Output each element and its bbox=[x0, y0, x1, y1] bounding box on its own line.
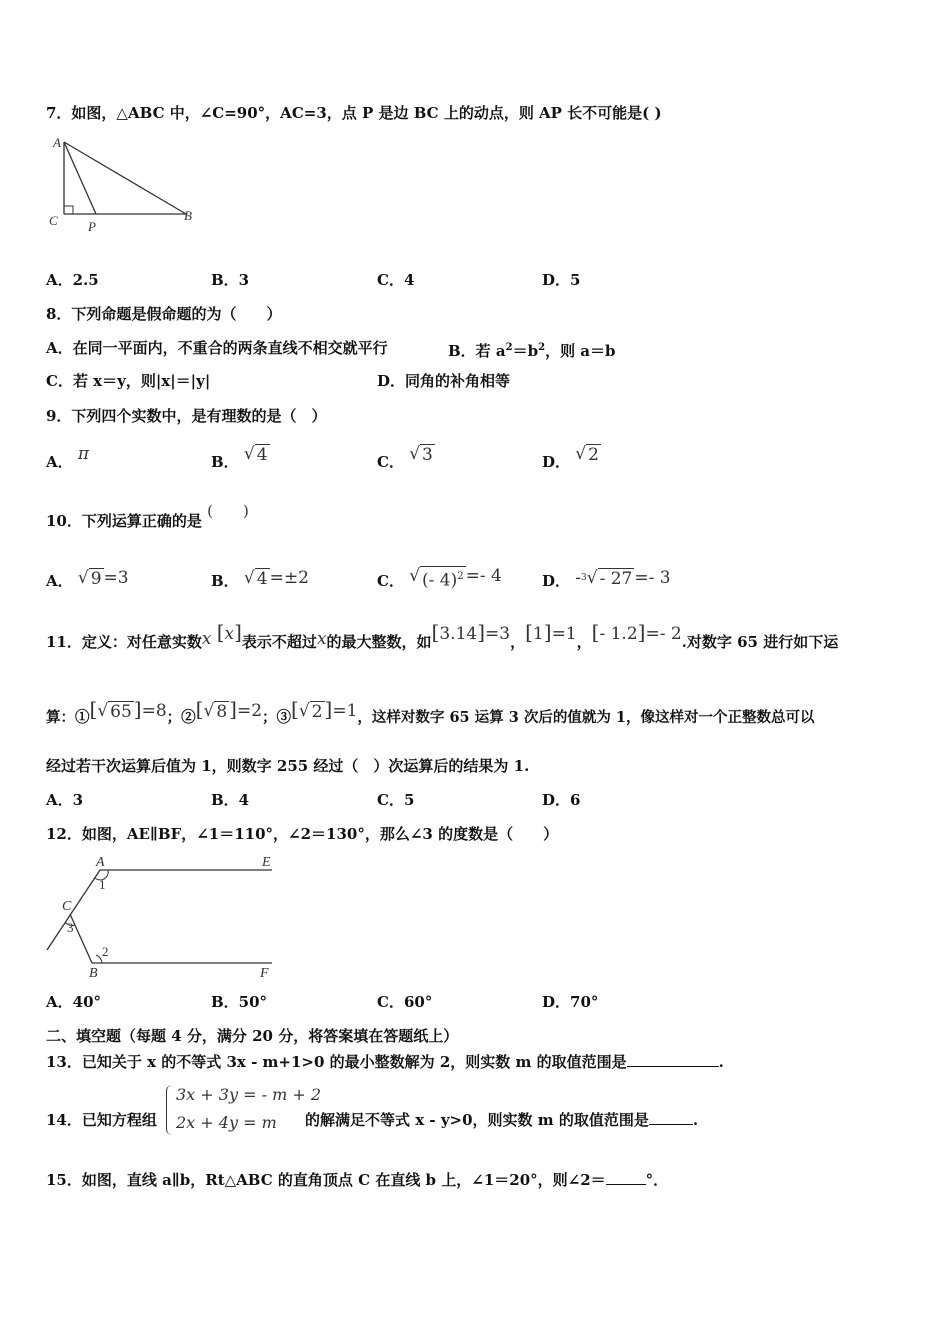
floor-right-bracket: ] bbox=[543, 620, 552, 644]
q11-l1-a: 11．定义：对任意实数 bbox=[46, 633, 202, 651]
floor-right-bracket: ] bbox=[324, 697, 333, 721]
q11-comma-2: ， bbox=[576, 633, 592, 651]
q11-option-b[interactable]: B．4 bbox=[211, 791, 250, 809]
q9-stem: 9．下列四个实数中，是有理数的是（ ） bbox=[46, 407, 327, 425]
floor-result: =3 bbox=[485, 624, 511, 644]
result: =3 bbox=[103, 568, 129, 588]
q9-option-b-label: B． bbox=[211, 453, 239, 471]
q7-triangle-figure bbox=[44, 132, 204, 237]
q7-stem: 7．如图，△ABC 中，∠C=90°，AC=3，点 P 是边 BC 上的动点，则 AP 长不可能是( ) bbox=[46, 104, 662, 122]
q11-line-3: 经过若干次运算后值为 1，则数字 255 经过（ ）次运算后的结果为 1. bbox=[46, 757, 530, 775]
q11-example-1 bbox=[431, 620, 511, 644]
radical-sign: √ bbox=[97, 701, 109, 721]
q11-l1-b: 表示不超过 bbox=[241, 633, 317, 651]
q11-var-x: x bbox=[201, 629, 212, 649]
q11-option-d[interactable]: D．6 bbox=[542, 791, 581, 809]
q12-option-c[interactable]: C．60° bbox=[377, 993, 433, 1011]
floor-result: =1 bbox=[332, 701, 358, 721]
q14-eq-1: 3x + 3y = - m + 2 bbox=[176, 1085, 321, 1104]
radicand bbox=[420, 566, 466, 591]
floor-right-bracket: ] bbox=[637, 620, 646, 644]
floor-right-bracket: ] bbox=[229, 697, 237, 721]
floor-arg: x bbox=[224, 624, 235, 644]
floor-left-bracket: [ bbox=[525, 620, 533, 644]
q7-right-angle-mark bbox=[64, 206, 73, 214]
radicand: 4 bbox=[256, 569, 268, 589]
q12-option-a[interactable]: A．40° bbox=[46, 993, 102, 1011]
floor-result: =- 2 bbox=[645, 624, 682, 644]
q7-label-b: B bbox=[184, 208, 192, 223]
radicand: 3 bbox=[422, 445, 433, 465]
q11-l2-d: ，这样对数字 65 运算 3 次后的值就为 1，像这样对一个正整数总可以 bbox=[357, 709, 815, 726]
q14-text: 的解满足不等式 x - y>0，则实数 m 的取值范围是 bbox=[305, 1111, 649, 1129]
radical-sign: √ bbox=[298, 701, 310, 721]
minus-sign: - bbox=[575, 568, 581, 588]
radicand: 4 bbox=[256, 445, 268, 465]
radicand: 2 bbox=[311, 702, 323, 722]
q11-l1-c: 的最大整数，如 bbox=[326, 633, 432, 651]
q12-stem: 12．如图，AE∥BF，∠1＝110°，∠2＝130°，那么∠3 的度数是（ ） bbox=[46, 825, 559, 843]
floor-right-bracket: ] bbox=[477, 620, 486, 644]
q11-option-a[interactable]: A．3 bbox=[46, 791, 84, 809]
q12-label-f: F bbox=[260, 966, 269, 981]
floor-arg: 3.14 bbox=[439, 624, 478, 644]
floor-left-bracket: [ bbox=[431, 620, 440, 644]
result: =- 4 bbox=[465, 566, 502, 586]
radicand: 2 bbox=[588, 445, 599, 465]
q9-option-c-label: C． bbox=[377, 453, 404, 471]
q12-label-c: C bbox=[62, 899, 72, 914]
q12-option-b[interactable]: B．50° bbox=[211, 993, 268, 1011]
q7-label-a: A bbox=[53, 135, 61, 150]
q9-option-b[interactable] bbox=[211, 444, 270, 473]
q12-label-a: A bbox=[96, 855, 105, 870]
q10-c-expr bbox=[409, 566, 502, 591]
q10-paren: ( ) bbox=[207, 502, 249, 520]
radical-sign: √ bbox=[409, 444, 421, 464]
q14-brace bbox=[166, 1085, 173, 1135]
radical-sign: √ bbox=[586, 568, 598, 588]
q9-option-d[interactable] bbox=[542, 444, 601, 473]
radicand-base: (- 4) bbox=[422, 570, 458, 591]
radicand: 8 bbox=[216, 702, 228, 722]
q7-option-d[interactable]: D．5 bbox=[542, 271, 581, 289]
radical-sign: √ bbox=[575, 444, 587, 464]
q9-option-c[interactable] bbox=[377, 444, 435, 473]
sqrt bbox=[97, 701, 133, 722]
q14-answer-blank[interactable] bbox=[649, 1124, 693, 1125]
floor-left-bracket: [ bbox=[195, 697, 204, 721]
q12-label-1: 1 bbox=[99, 877, 106, 892]
radical-sign: √ bbox=[203, 701, 215, 721]
q11-line-2 bbox=[46, 697, 815, 728]
q9-sqrt4 bbox=[244, 444, 270, 465]
q8-option-b-pre: B．若 a bbox=[448, 342, 506, 360]
q12-option-d[interactable]: D．70° bbox=[542, 993, 599, 1011]
q12-label-2: 2 bbox=[102, 944, 109, 959]
radicand: 65 bbox=[110, 702, 132, 722]
sqrt bbox=[299, 701, 325, 722]
floor-left-bracket: [ bbox=[89, 697, 98, 721]
q7-option-a[interactable]: A．2.5 bbox=[46, 271, 99, 289]
q10-option-d[interactable] bbox=[542, 568, 671, 592]
q7-option-c[interactable]: C．4 bbox=[377, 271, 415, 289]
q10-b-expr bbox=[244, 568, 309, 589]
q9-option-d-label: D． bbox=[542, 453, 571, 471]
q11-l2-c: ；③ bbox=[262, 709, 292, 726]
floor-left-bracket: [ bbox=[291, 697, 299, 721]
q10-stem bbox=[46, 502, 249, 531]
q7-side-ab bbox=[64, 142, 186, 214]
q10-option-c[interactable] bbox=[377, 566, 502, 596]
q8-option-b-sup-a: 2 bbox=[505, 342, 513, 353]
q10-option-d-label: D． bbox=[542, 572, 571, 590]
q7-label-c: C bbox=[49, 213, 58, 228]
floor-right-bracket: ] bbox=[133, 697, 142, 721]
floor-result: =2 bbox=[236, 701, 263, 721]
q13-end: . bbox=[718, 1053, 724, 1071]
q11-l2-a: 算：① bbox=[46, 709, 90, 726]
q8-option-d[interactable]: D．同角的补角相等 bbox=[377, 372, 511, 390]
q14-eq-2: 2x + 4y = m bbox=[176, 1113, 277, 1132]
floor-arg: - 1.2 bbox=[599, 624, 638, 644]
q8-option-b-sup-b: 2 bbox=[538, 342, 546, 353]
radical-sign: √ bbox=[243, 568, 255, 588]
floor-result: =8 bbox=[141, 701, 167, 721]
q11-comma-1: ， bbox=[510, 633, 526, 651]
q8-option-b[interactable] bbox=[448, 338, 616, 361]
section-2-heading: 二、填空题（每题 4 分，满分 20 分，将答案填在答题纸上） bbox=[46, 1027, 459, 1045]
q10-stem-text: 10．下列运算正确的是 bbox=[46, 512, 202, 530]
q11-l2-b: ；② bbox=[166, 709, 196, 726]
radical-sign: √ bbox=[409, 566, 421, 586]
q15-text: 15．如图，直线 a∥b，Rt△ABC 的直角顶点 C 在直线 b 上，∠1＝20°，则∠2＝ bbox=[46, 1171, 606, 1189]
q11-option-c[interactable]: C．5 bbox=[377, 791, 415, 809]
q8-option-c[interactable]: C．若 x＝y，则|x|＝|y| bbox=[46, 372, 211, 390]
q9-option-a[interactable] bbox=[46, 444, 90, 472]
q15-answer-blank[interactable] bbox=[606, 1184, 646, 1185]
floor-left-bracket: [ bbox=[216, 620, 225, 644]
radicand: 9 bbox=[90, 569, 102, 589]
q10-d-expr bbox=[575, 568, 670, 589]
q14-prefix: 14．已知方程组 bbox=[46, 1111, 157, 1129]
q9-pi-symbol: π bbox=[77, 444, 90, 464]
q11-example-2 bbox=[525, 620, 577, 644]
q10-option-a-label: A． bbox=[46, 572, 73, 590]
floor-left-bracket: [ bbox=[591, 620, 600, 644]
floor-result: =1 bbox=[551, 624, 577, 644]
q12-parallel-lines-figure bbox=[42, 850, 282, 985]
sqrt bbox=[203, 701, 229, 722]
q13-answer-blank[interactable] bbox=[627, 1066, 719, 1067]
q15-stem bbox=[46, 1170, 668, 1190]
q12-line-ac-extended bbox=[47, 870, 100, 950]
q12-label-e: E bbox=[262, 855, 271, 870]
result: =- 3 bbox=[634, 568, 671, 588]
q10-option-b-label: B． bbox=[211, 572, 239, 590]
q11-example-3 bbox=[591, 620, 682, 644]
q10-option-a[interactable] bbox=[46, 568, 129, 592]
exponent: 2 bbox=[457, 571, 464, 582]
q9-sqrt2 bbox=[575, 444, 601, 465]
floor-right-bracket: ] bbox=[234, 620, 242, 644]
q10-option-c-label: C． bbox=[377, 572, 404, 590]
root-index: 3 bbox=[581, 573, 587, 583]
q11-step-2 bbox=[195, 697, 263, 722]
q8-option-a[interactable]: A．在同一平面内，不重合的两条直线不相交就平行 bbox=[46, 339, 388, 357]
q7-label-p: P bbox=[88, 219, 96, 234]
q14-suffix bbox=[305, 1110, 698, 1130]
radicand: - 27 bbox=[599, 569, 633, 589]
radical-sign: √ bbox=[77, 568, 89, 588]
q10-a-expr bbox=[78, 568, 129, 589]
q8-stem: 8．下列命题是假命题的为（ ） bbox=[46, 305, 282, 323]
q14-end: . bbox=[692, 1111, 699, 1129]
radical-sign: √ bbox=[243, 444, 255, 464]
q12-label-b: B bbox=[89, 966, 98, 981]
q11-line-1 bbox=[46, 620, 839, 652]
q8-option-b-post: ，则 a＝b bbox=[545, 342, 616, 360]
q10-option-b[interactable] bbox=[211, 568, 309, 592]
q7-segment-ap bbox=[64, 142, 96, 214]
q11-step-1 bbox=[89, 697, 167, 722]
q9-option-a-label: A． bbox=[46, 453, 73, 471]
q11-l1-d: .对数字 65 进行如下运 bbox=[681, 633, 839, 651]
q8-option-b-mid: ＝b bbox=[512, 342, 539, 360]
q11-step-3 bbox=[291, 697, 358, 722]
q13-text: 13．已知关于 x 的不等式 3x - m+1>0 的最小整数解为 2，则实数 m 的取值范围是 bbox=[46, 1053, 627, 1071]
result: =±2 bbox=[269, 568, 309, 588]
q11-var-x-2: x bbox=[316, 629, 327, 649]
q9-sqrt3 bbox=[409, 444, 435, 465]
floor-arg: 1 bbox=[532, 624, 544, 644]
q13-stem bbox=[46, 1052, 724, 1072]
q15-end: °． bbox=[645, 1171, 669, 1189]
q11-floor-x bbox=[216, 620, 242, 644]
q14-equation-system bbox=[166, 1083, 321, 1139]
q7-option-b[interactable]: B．3 bbox=[211, 271, 250, 289]
q12-label-3: 3 bbox=[67, 920, 74, 935]
